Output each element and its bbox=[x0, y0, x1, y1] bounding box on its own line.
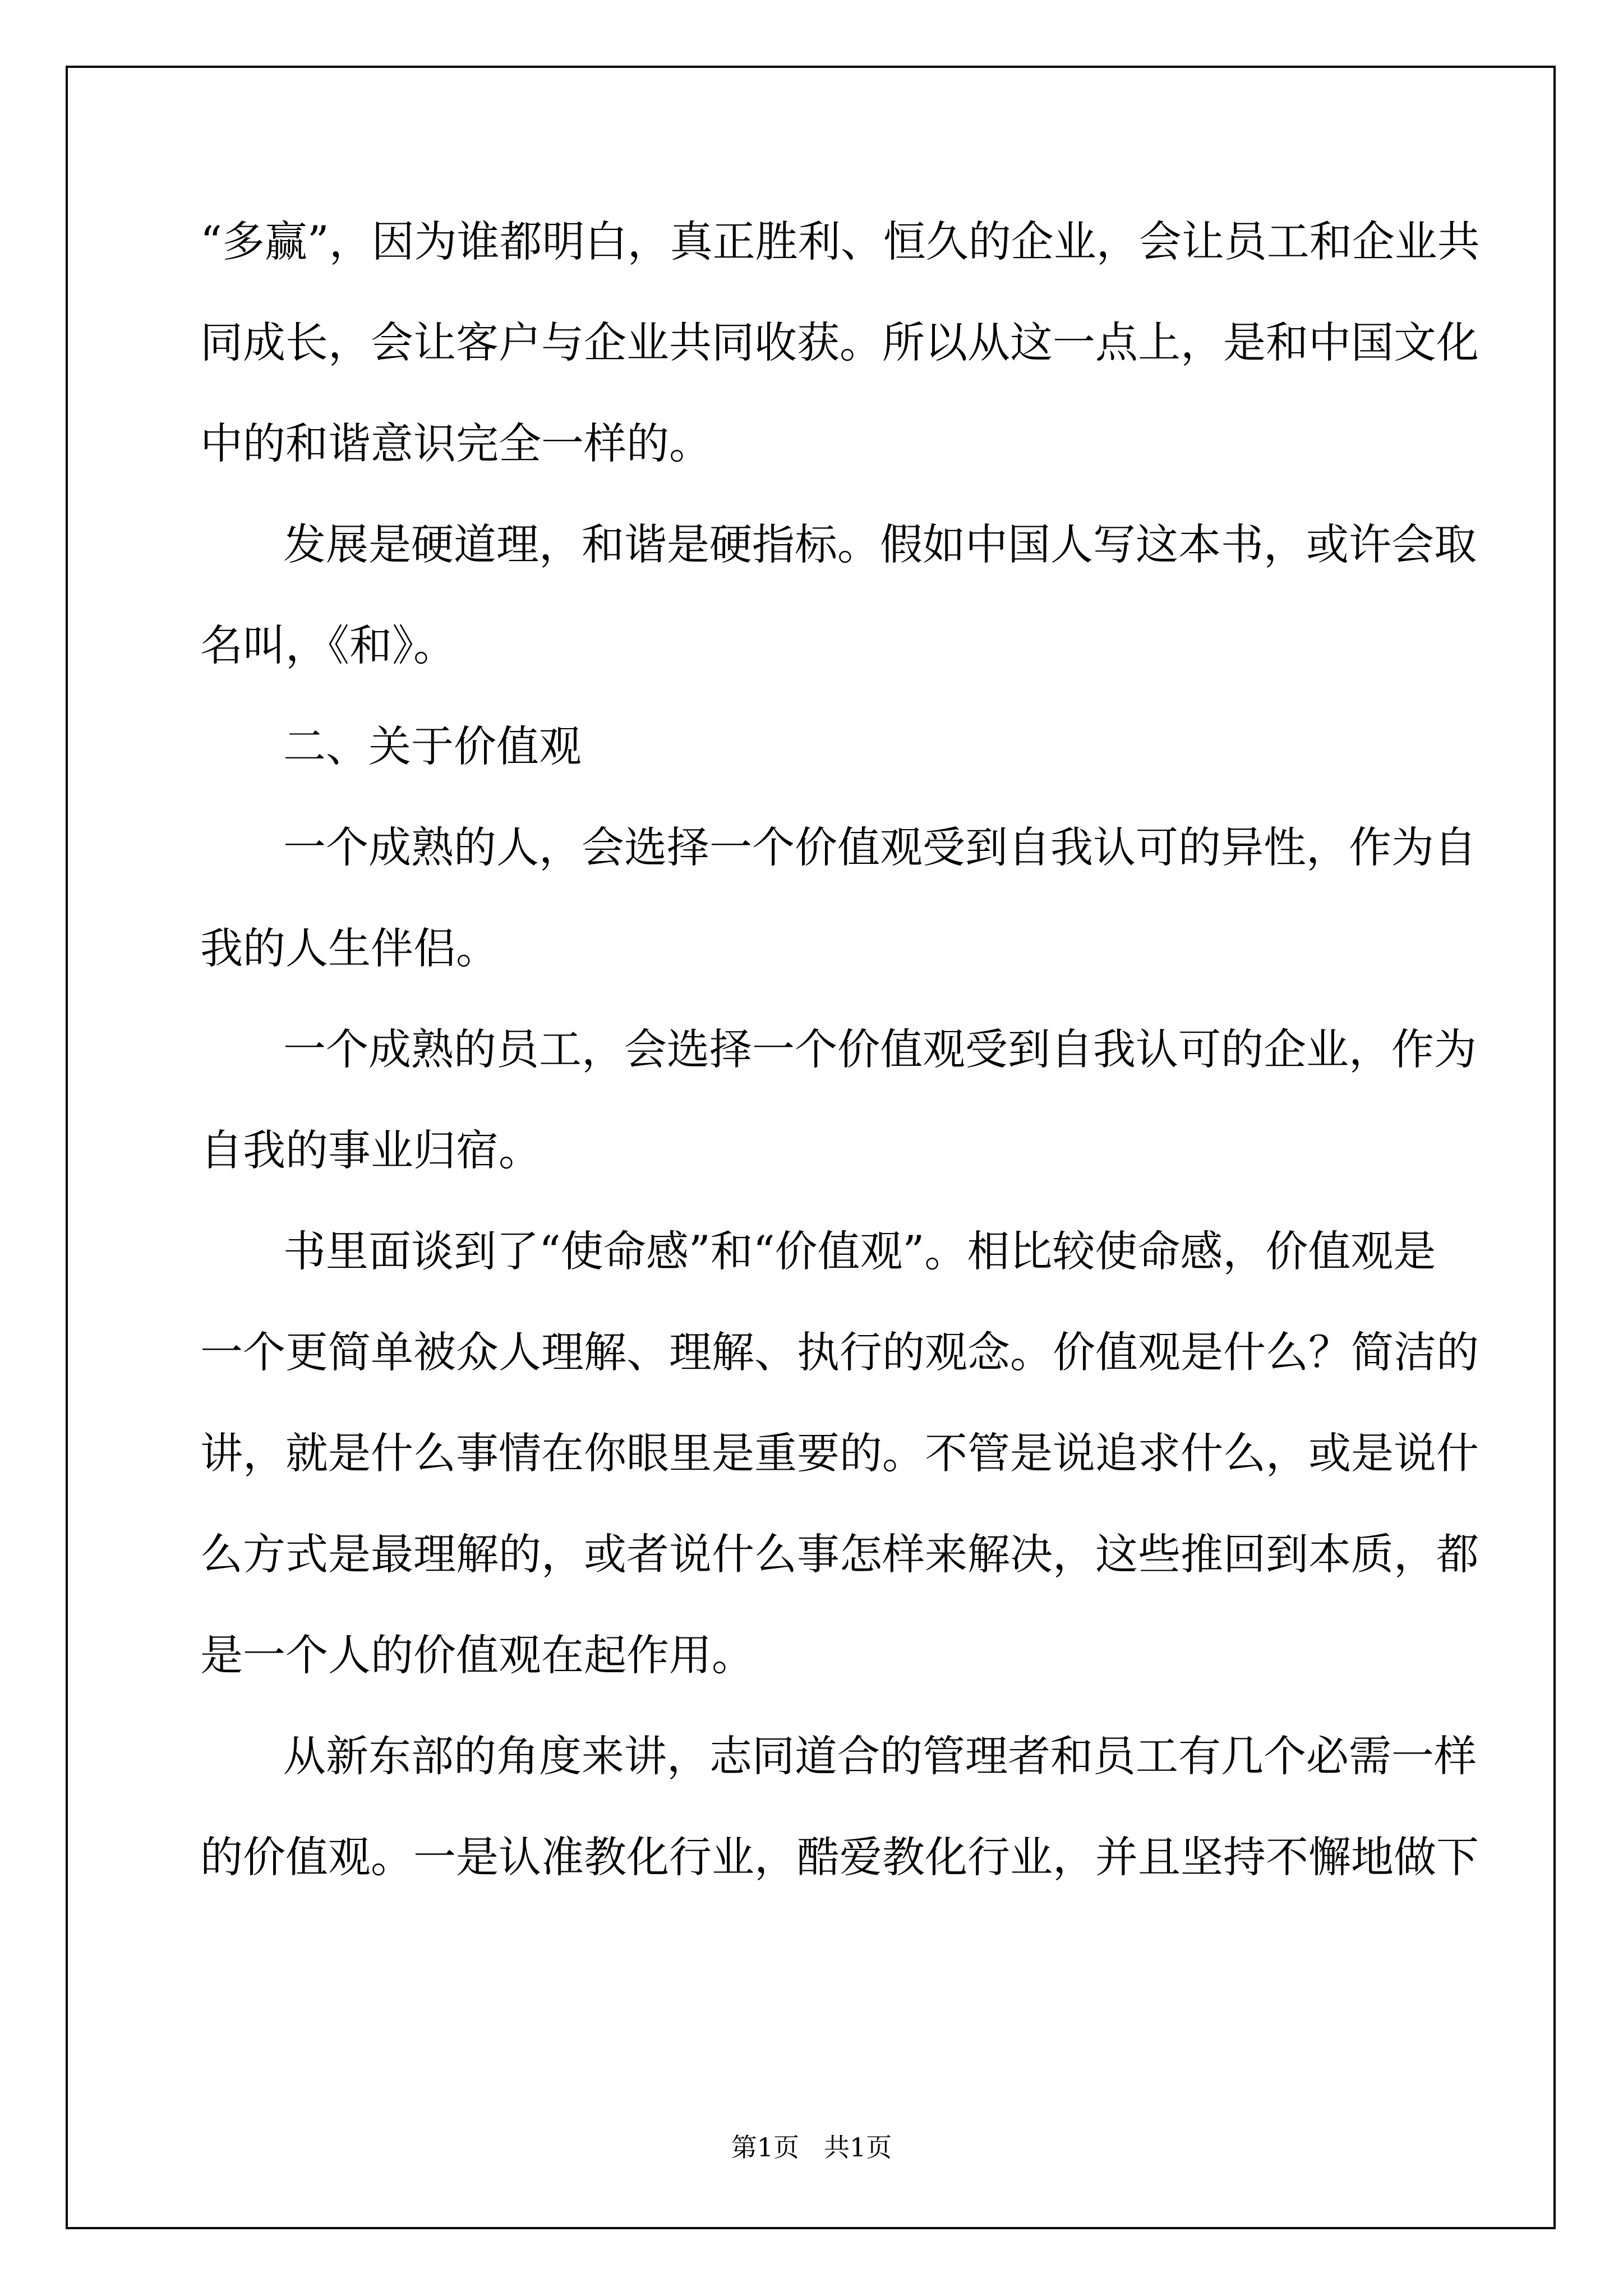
text-line: 名叫，《和》。 bbox=[200, 620, 456, 670]
text-line: 中的和谐意识完全一样的。 bbox=[200, 418, 712, 468]
text-line: “多赢”，因为谁都明白，真正胜利、恒久的企业，会让员工和企业共 bbox=[200, 217, 1480, 266]
page-number: 第1页 bbox=[731, 2132, 799, 2162]
text-line: 一个更简单被众人理解、理解、执行的观念。价值观是什么？简洁的 bbox=[200, 1327, 1479, 1377]
text-line: 同成长，会让客户与企业共同收获。所以从这一点上，是和中国文化 bbox=[200, 318, 1479, 367]
text-line: 的价值观。一是认准教化行业，酷爱教化行业，并且坚持不懈地做下 bbox=[200, 1832, 1479, 1882]
text-line: 一个成熟的人，会选择一个价值观受到自我认可的异性，作为自 bbox=[283, 822, 1477, 872]
text-line: 是一个人的价值观在起作用。 bbox=[200, 1630, 754, 1680]
text-line: 书里面谈到了“使命感”和“价值观”。相比较使命感，价值观是 bbox=[283, 1226, 1436, 1276]
text-line: 我的人生伴侣。 bbox=[200, 923, 499, 973]
text-line: 从新东部的角度来讲，志同道合的管理者和员工有几个必需一样 bbox=[283, 1731, 1477, 1781]
text-line: 一个成熟的员工，会选择一个价值观受到自我认可的企业，作为 bbox=[283, 1024, 1477, 1074]
text-line: 自我的事业归宿。 bbox=[200, 1125, 541, 1175]
page-footer bbox=[0, 2134, 1623, 2160]
text-line: 讲，就是什么事情在你眼里是重要的。不管是说追求什么，或是说什 bbox=[200, 1428, 1479, 1478]
text-line: 么方式是最理解的，或者说什么事怎样来解决，这些推回到本质，都 bbox=[200, 1529, 1479, 1579]
section-heading: 二、关于价值观 bbox=[283, 721, 582, 771]
page-total: 共1页 bbox=[824, 2132, 892, 2162]
text-line: 发展是硬道理，和谐是硬指标。假如中国人写这本书，或许会取 bbox=[283, 519, 1477, 569]
